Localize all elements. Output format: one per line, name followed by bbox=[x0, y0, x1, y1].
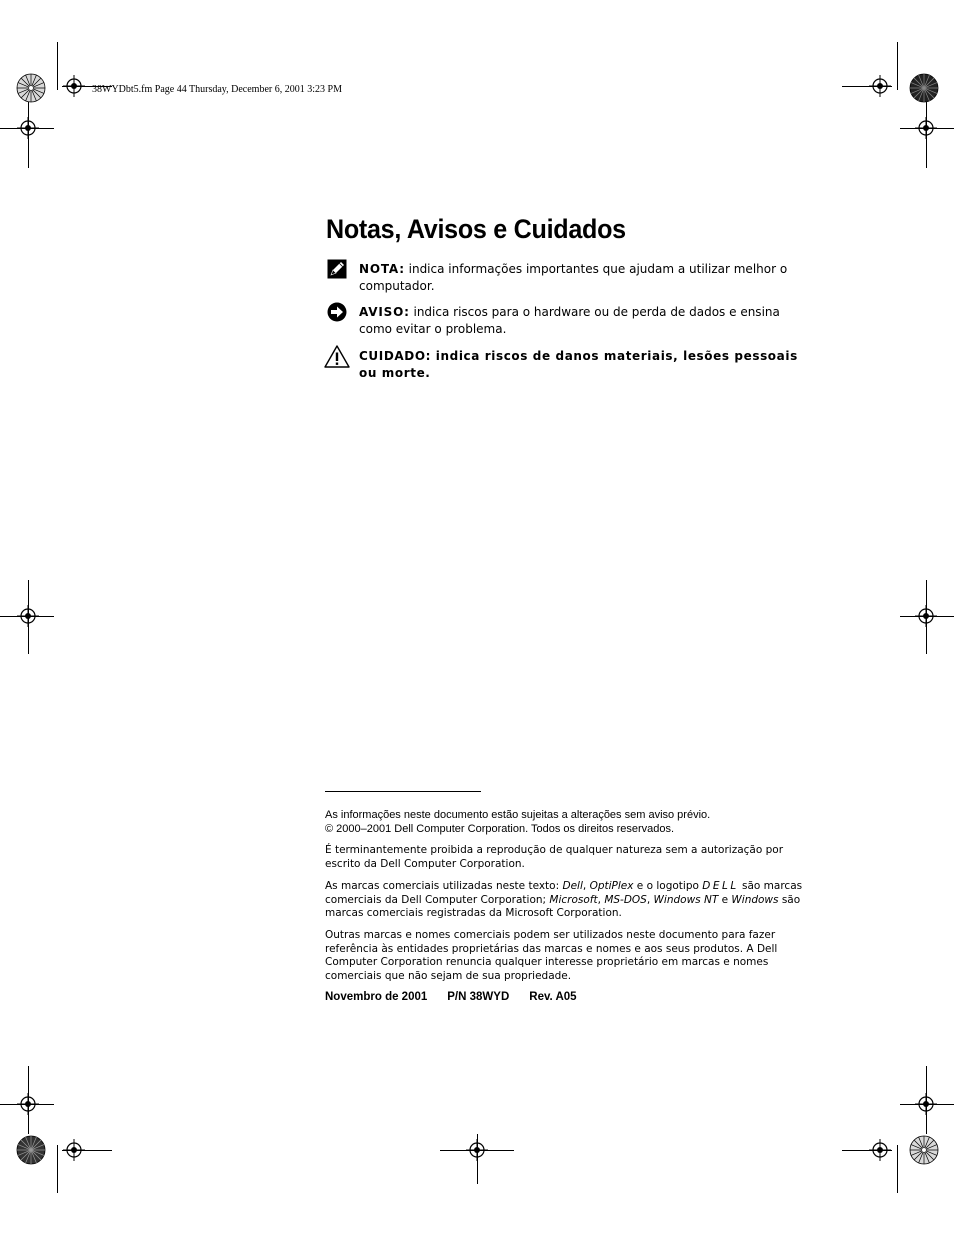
registration-mark-icon bbox=[915, 117, 937, 139]
legal-line-1: As informações neste documento estão sujeitas a alterações sem aviso prévio. bbox=[325, 809, 711, 821]
tm-sep: , bbox=[646, 893, 654, 906]
crop-line bbox=[897, 1145, 898, 1193]
revision: Rev. A05 bbox=[529, 991, 577, 1003]
notice-label: AVISO: bbox=[359, 305, 410, 319]
tm-sep: , bbox=[597, 893, 605, 906]
note-text: indica informações importantes que ajudam a utilizar melhor o computador. bbox=[359, 262, 788, 293]
page-title: Notas, Avisos e Cuidados bbox=[326, 214, 626, 244]
tm-windows-nt: Windows NT bbox=[653, 893, 719, 906]
tm-microsoft: Microsoft bbox=[549, 893, 598, 906]
registration-mark-icon bbox=[63, 1139, 85, 1161]
crop-line bbox=[897, 42, 898, 90]
footnote-divider bbox=[325, 791, 481, 792]
trademarks-intro: As marcas comerciais utilizadas neste texto: bbox=[325, 880, 563, 892]
page-slug: 38WYDbt5.fm Page 44 Thursday, December 6, 2001 3:23 PM bbox=[92, 84, 342, 95]
crop-line bbox=[57, 42, 58, 90]
registration-mark-icon bbox=[17, 117, 39, 139]
tm-dell: Dell bbox=[562, 880, 583, 892]
other-trademarks-text: Outras marcas e nomes comerciais podem ser utilizados neste documento para fazer referência às entidades proprietárias das marcas e nomes e aos seus produtos. A Dell Computer Corporation renuncia qualquer interesse proprietário em marcas e nomes comerciais que não sejam de sua propriedade. bbox=[325, 929, 778, 982]
legal-notice bbox=[325, 809, 815, 836]
note-paragraph bbox=[359, 261, 809, 295]
registration-mark-icon bbox=[915, 605, 937, 627]
rosette-mark-icon bbox=[16, 1135, 46, 1165]
part-number: P/N 38WYD bbox=[447, 991, 510, 1003]
notice-text: indica riscos para o hardware ou de perda de dados e ensina como evitar o problema. bbox=[359, 305, 780, 336]
rosette-mark-icon bbox=[16, 73, 46, 103]
registration-mark-icon bbox=[915, 1093, 937, 1115]
rosette-mark-icon bbox=[909, 73, 939, 103]
registration-mark-icon bbox=[63, 75, 85, 97]
tm-end: são marcas comerciais registradas da Microsoft Corporation. bbox=[325, 893, 801, 920]
caution-paragraph: CUIDADO: indica riscos de danos materiais, lesões pessoais ou morte. bbox=[359, 349, 798, 380]
pencil-note-icon bbox=[327, 259, 347, 279]
rosette-mark-icon bbox=[909, 1135, 939, 1165]
tm-optiplex: OptiPlex bbox=[589, 880, 634, 892]
tm-sep: , bbox=[582, 880, 590, 892]
note-label: NOTA: bbox=[359, 262, 405, 276]
arrow-circle-icon bbox=[327, 302, 347, 322]
registration-mark-icon bbox=[869, 75, 891, 97]
legal-line-2: © 2000–2001 Dell Computer Corporation. Todos os direitos reservados. bbox=[325, 822, 675, 835]
prohibition-text: É terminantemente proibida a reprodução de qualquer natureza sem a autorização por escrito da Dell Computer Corporation. bbox=[325, 844, 784, 870]
tm-mid: são marcas comerciais da Dell Computer Corporation; bbox=[325, 880, 803, 906]
trademarks-text bbox=[325, 880, 815, 921]
dell-logo-text: DELL bbox=[702, 880, 739, 892]
notice-paragraph bbox=[359, 304, 809, 338]
publication-date: Novembro de 2001 bbox=[325, 991, 428, 1003]
registration-mark-icon bbox=[17, 1093, 39, 1115]
tm-logo-pre: e o logotipo bbox=[633, 880, 703, 892]
warning-triangle-icon bbox=[324, 345, 350, 368]
registration-mark-icon bbox=[869, 1139, 891, 1161]
registration-mark-icon bbox=[17, 605, 39, 627]
tm-and: e bbox=[718, 893, 732, 906]
registration-mark-icon bbox=[466, 1139, 488, 1161]
publication-info bbox=[325, 991, 597, 1003]
tm-msdos: MS-DOS bbox=[604, 893, 647, 906]
tm-windows: Windows bbox=[731, 893, 779, 906]
crop-line bbox=[57, 1145, 58, 1193]
